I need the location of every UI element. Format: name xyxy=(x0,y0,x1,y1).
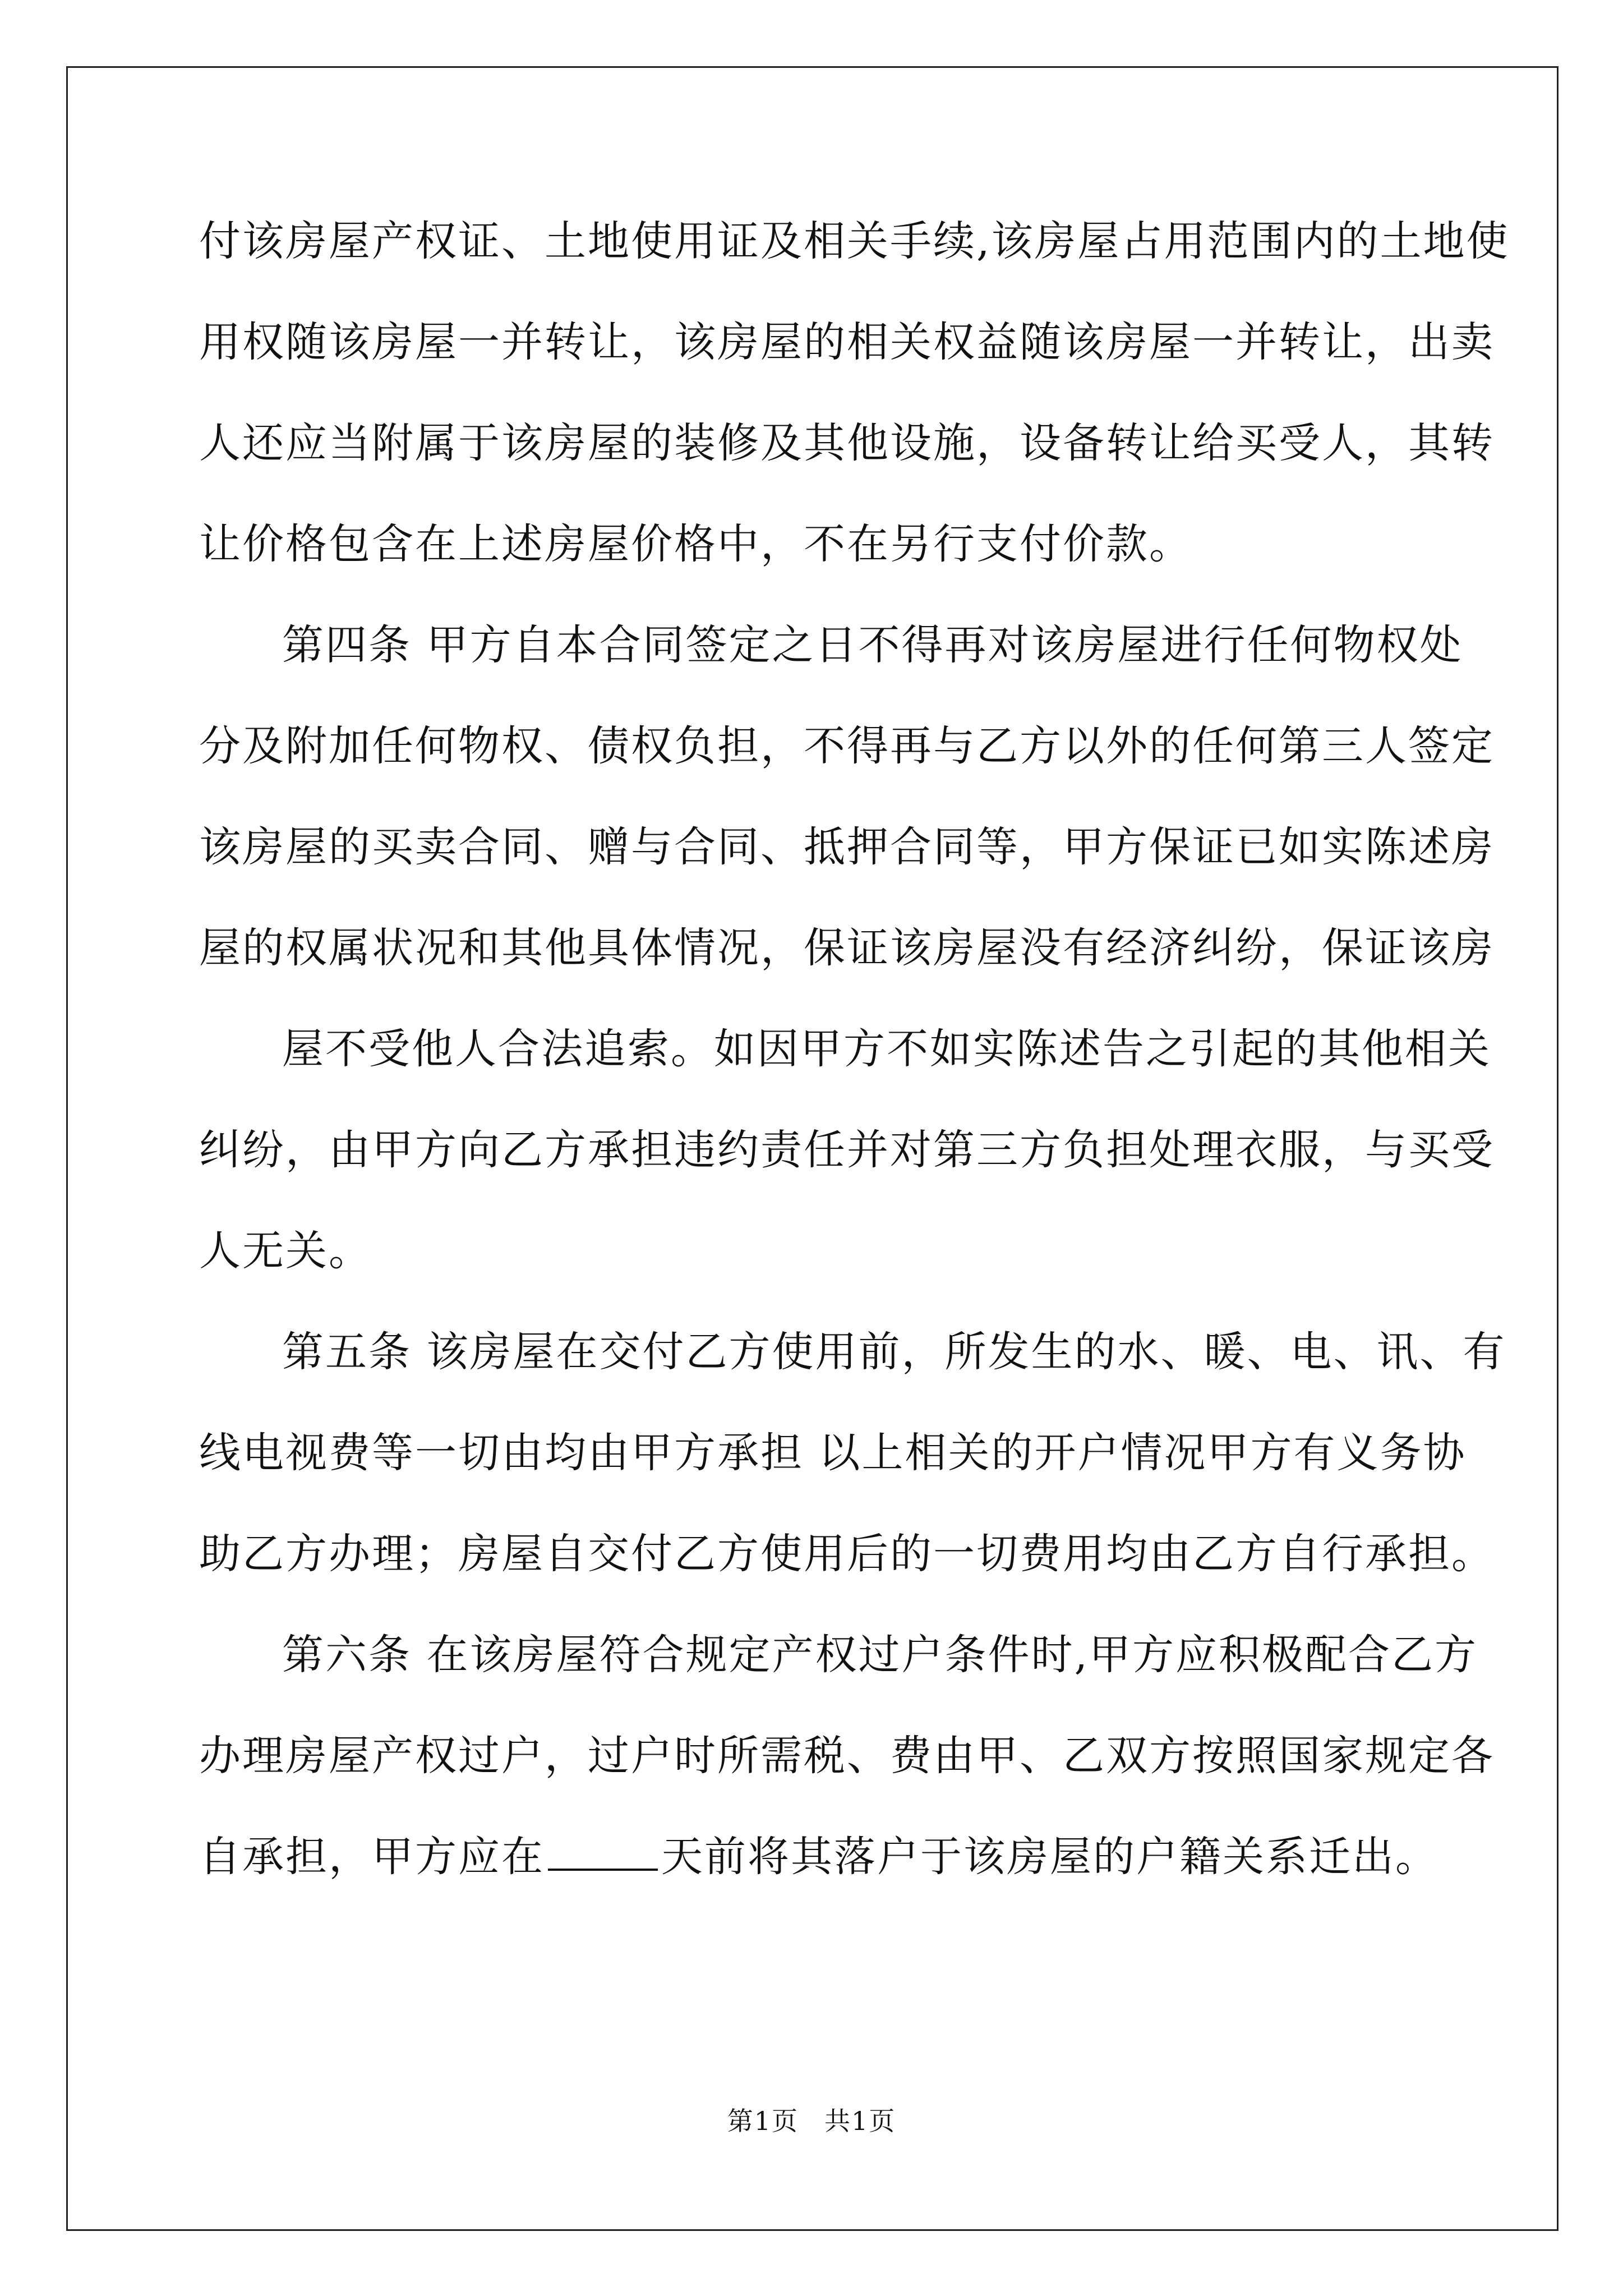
article-6-heading-line: 第六条 在该房屋符合规定产权过户条件时,甲方应积极配合乙方 xyxy=(282,1631,1478,1679)
article-4-heading-line: 第四条 甲方自本合同签定之日不得再对该房屋进行任何物权处 xyxy=(282,621,1463,669)
article-5-heading-line: 第五条 该房屋在交付乙方使用前，所发生的水、暖、电、讯、有 xyxy=(282,1328,1506,1376)
fill-in-blank xyxy=(548,1837,658,1871)
body-line: 纠纷，由甲方向乙方承担违约责任并对第三方负担处理衣服，与买受 xyxy=(199,1126,1495,1174)
page-number: 第1页 xyxy=(727,2106,799,2136)
body-line: 屋的权属状况和其他具体情况，保证该房屋没有经济纠纷，保证该房 xyxy=(199,924,1495,972)
body-line: 付该房屋产权证、土地使用证及相关手续,该房屋占用范围内的土地使 xyxy=(199,217,1510,265)
text-before-blank: 自承担，甲方应在 xyxy=(199,1833,545,1881)
body-line: 用权随该房屋一并转让，该房屋的相关权益随该房屋一并转让，出卖 xyxy=(199,318,1495,366)
body-line: 办理房屋产权过户，过户时所需税、费由甲、乙双方按照国家规定各 xyxy=(199,1732,1495,1780)
page-total: 共1页 xyxy=(824,2106,896,2136)
body-line: 线电视费等一切由均由甲方承担 以上相关的开户情况甲方有义务协 xyxy=(199,1429,1467,1477)
body-line: 人无关。 xyxy=(199,1227,372,1275)
body-line-with-blank xyxy=(199,1806,1438,1907)
body-line: 让价格包含在上述房屋价格中，不在另行支付价款。 xyxy=(199,520,1192,568)
body-line: 该房屋的买卖合同、赠与合同、抵押合同等，甲方保证已如实陈述房 xyxy=(199,823,1495,871)
body-line: 分及附加任何物权、债权负担，不得再与乙方以外的任何第三人签定 xyxy=(199,722,1495,770)
document-body xyxy=(199,191,1510,1907)
body-line: 助乙方办理；房屋自交付乙方使用后的一切费用均由乙方自行承担。 xyxy=(199,1530,1495,1578)
body-line: 屋不受他人合法追索。如因甲方不如实陈述告之引起的其他相关 xyxy=(282,1025,1491,1073)
text-after-blank: 天前将其落户于该房屋的户籍关系迁出。 xyxy=(661,1833,1438,1881)
body-line: 人还应当附属于该房屋的装修及其他设施，设备转让给买受人，其转 xyxy=(199,419,1495,467)
page-footer xyxy=(0,2101,1623,2138)
